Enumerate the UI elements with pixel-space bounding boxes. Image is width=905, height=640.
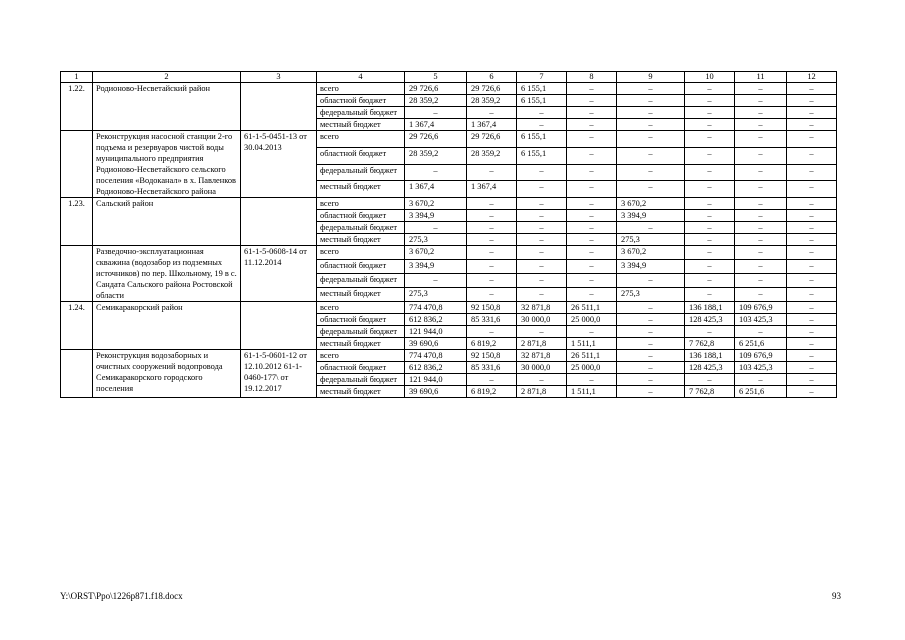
value-cell: 30 000,0 bbox=[517, 362, 567, 374]
value-cell: 1 511,1 bbox=[567, 338, 617, 350]
value-cell: 103 425,3 bbox=[735, 362, 787, 374]
value-cell: – bbox=[787, 131, 837, 148]
value-cell: – bbox=[735, 274, 787, 288]
value-cell: – bbox=[517, 288, 567, 302]
object-name-cell: Разведочно-эксплуатационная скважина (водозабор из подземных источников) по пер. Школьному, 19 в с. Сандата Сальского района Ростовской области bbox=[93, 246, 241, 302]
value-cell: 7 762,8 bbox=[685, 338, 735, 350]
value-cell: 26 511,1 bbox=[567, 350, 617, 362]
value-cell: 3 394,9 bbox=[405, 210, 467, 222]
value-cell: – bbox=[735, 326, 787, 338]
value-cell: – bbox=[735, 222, 787, 234]
document-code-cell bbox=[241, 302, 317, 350]
value-cell: – bbox=[787, 198, 837, 210]
value-cell: – bbox=[735, 119, 787, 131]
value-cell: – bbox=[735, 288, 787, 302]
value-cell: – bbox=[787, 350, 837, 362]
value-cell: – bbox=[735, 374, 787, 386]
value-cell: – bbox=[685, 374, 735, 386]
value-cell: – bbox=[617, 164, 685, 181]
column-number-header: 2 bbox=[93, 72, 241, 83]
value-cell: 109 676,9 bbox=[735, 302, 787, 314]
item-number-cell: 1.24. bbox=[61, 302, 93, 350]
value-cell: 121 944,0 bbox=[405, 374, 467, 386]
funding-source-cell: федеральный бюджет bbox=[317, 222, 405, 234]
funding-source-cell: областной бюджет bbox=[317, 147, 405, 164]
object-name-cell: Реконструкция насосной станции 2-го подъема и резервуаров чистой воды муниципального предприятия Родионово-Несветайского сельского поселения «Водоканал» в х. Павленков Родионово-Несветайского района bbox=[93, 131, 241, 198]
value-cell: – bbox=[685, 246, 735, 260]
value-cell: 3 670,2 bbox=[617, 198, 685, 210]
item-number-cell: 1.23. bbox=[61, 198, 93, 246]
value-cell: – bbox=[787, 95, 837, 107]
funding-source-cell: федеральный бюджет bbox=[317, 374, 405, 386]
value-cell: 275,3 bbox=[405, 234, 467, 246]
value-cell: – bbox=[787, 210, 837, 222]
value-cell: 121 944,0 bbox=[405, 326, 467, 338]
value-cell: – bbox=[617, 362, 685, 374]
value-cell: 103 425,3 bbox=[735, 314, 787, 326]
document-code-cell: 61-1-5-0601-12 от 12.10.2012 61-1-0460-177\ от 19.12.2017 bbox=[241, 350, 317, 398]
value-cell: – bbox=[617, 338, 685, 350]
value-cell: – bbox=[517, 107, 567, 119]
column-number-header: 1 bbox=[61, 72, 93, 83]
value-cell: – bbox=[685, 107, 735, 119]
value-cell: – bbox=[517, 260, 567, 274]
value-cell: 32 871,8 bbox=[517, 302, 567, 314]
value-cell: 612 836,2 bbox=[405, 362, 467, 374]
value-cell: – bbox=[685, 147, 735, 164]
value-cell: – bbox=[567, 374, 617, 386]
value-cell: 612 836,2 bbox=[405, 314, 467, 326]
funding-source-cell: всего bbox=[317, 350, 405, 362]
column-number-header: 7 bbox=[517, 72, 567, 83]
value-cell: – bbox=[567, 107, 617, 119]
funding-source-cell: федеральный бюджет bbox=[317, 164, 405, 181]
value-cell: 1 367,4 bbox=[405, 181, 467, 198]
value-cell: – bbox=[617, 119, 685, 131]
table-row bbox=[61, 198, 837, 210]
table-row bbox=[61, 350, 837, 362]
funding-source-cell: местный бюджет bbox=[317, 119, 405, 131]
value-cell: – bbox=[567, 83, 617, 95]
value-cell: 6 155,1 bbox=[517, 83, 567, 95]
object-name-cell: Реконструкция водозаборных и очистных сооружений водопровода Семикаракорского городского поселения bbox=[93, 350, 241, 398]
funding-source-cell: всего bbox=[317, 302, 405, 314]
value-cell: – bbox=[787, 326, 837, 338]
funding-source-cell: всего bbox=[317, 246, 405, 260]
value-cell: 28 359,2 bbox=[467, 147, 517, 164]
funding-source-cell: областной бюджет bbox=[317, 362, 405, 374]
value-cell: 85 331,6 bbox=[467, 362, 517, 374]
value-cell: – bbox=[617, 131, 685, 148]
value-cell: 6 155,1 bbox=[517, 131, 567, 148]
value-cell: – bbox=[567, 326, 617, 338]
value-cell: – bbox=[567, 210, 617, 222]
column-number-header: 3 bbox=[241, 72, 317, 83]
value-cell: – bbox=[617, 181, 685, 198]
value-cell: 1 367,4 bbox=[467, 119, 517, 131]
value-cell: 29 726,6 bbox=[405, 83, 467, 95]
column-number-header: 12 bbox=[787, 72, 837, 83]
value-cell: 2 871,8 bbox=[517, 386, 567, 398]
value-cell: 25 000,0 bbox=[567, 314, 617, 326]
value-cell: – bbox=[617, 95, 685, 107]
value-cell: 774 470,8 bbox=[405, 350, 467, 362]
value-cell: – bbox=[467, 326, 517, 338]
value-cell: – bbox=[617, 374, 685, 386]
value-cell: 136 188,1 bbox=[685, 302, 735, 314]
value-cell: – bbox=[517, 119, 567, 131]
value-cell: – bbox=[405, 222, 467, 234]
value-cell: – bbox=[685, 274, 735, 288]
value-cell: 26 511,1 bbox=[567, 302, 617, 314]
value-cell: – bbox=[517, 181, 567, 198]
funding-source-cell: федеральный бюджет bbox=[317, 274, 405, 288]
value-cell: – bbox=[787, 181, 837, 198]
document-code-cell bbox=[241, 83, 317, 131]
column-number-header: 11 bbox=[735, 72, 787, 83]
value-cell: 3 394,9 bbox=[617, 210, 685, 222]
value-cell: 92 150,8 bbox=[467, 350, 517, 362]
item-number-cell bbox=[61, 350, 93, 398]
value-cell: – bbox=[617, 326, 685, 338]
table-header-row bbox=[61, 72, 837, 83]
funding-source-cell: всего bbox=[317, 83, 405, 95]
value-cell: 136 188,1 bbox=[685, 350, 735, 362]
value-cell: – bbox=[685, 234, 735, 246]
item-number-cell bbox=[61, 246, 93, 302]
value-cell: – bbox=[685, 164, 735, 181]
document-code-cell bbox=[241, 198, 317, 246]
value-cell: – bbox=[517, 234, 567, 246]
document-code-cell: 61-1-5-0608-14 от 11.12.2014 bbox=[241, 246, 317, 302]
value-cell: 6 251,6 bbox=[735, 338, 787, 350]
value-cell: – bbox=[517, 198, 567, 210]
value-cell: – bbox=[567, 164, 617, 181]
value-cell: 1 367,4 bbox=[405, 119, 467, 131]
value-cell: – bbox=[735, 131, 787, 148]
value-cell: – bbox=[787, 386, 837, 398]
value-cell: 6 819,2 bbox=[467, 386, 517, 398]
value-cell: – bbox=[617, 274, 685, 288]
value-cell: 32 871,8 bbox=[517, 350, 567, 362]
funding-source-cell: местный бюджет bbox=[317, 181, 405, 198]
funding-source-cell: федеральный бюджет bbox=[317, 107, 405, 119]
value-cell: – bbox=[787, 222, 837, 234]
column-number-header: 10 bbox=[685, 72, 735, 83]
value-cell: – bbox=[685, 95, 735, 107]
value-cell: 29 726,6 bbox=[467, 131, 517, 148]
value-cell: – bbox=[617, 314, 685, 326]
value-cell: – bbox=[567, 181, 617, 198]
value-cell: 28 359,2 bbox=[405, 95, 467, 107]
value-cell: – bbox=[735, 164, 787, 181]
funding-source-cell: всего bbox=[317, 131, 405, 148]
value-cell: – bbox=[787, 362, 837, 374]
value-cell: – bbox=[467, 107, 517, 119]
value-cell: 3 394,9 bbox=[617, 260, 685, 274]
value-cell: – bbox=[685, 288, 735, 302]
column-number-header: 4 bbox=[317, 72, 405, 83]
value-cell: 30 000,0 bbox=[517, 314, 567, 326]
value-cell: – bbox=[405, 274, 467, 288]
value-cell: – bbox=[787, 246, 837, 260]
value-cell: – bbox=[685, 131, 735, 148]
value-cell: – bbox=[685, 210, 735, 222]
value-cell: – bbox=[467, 210, 517, 222]
funding-source-cell: областной бюджет bbox=[317, 210, 405, 222]
value-cell: 28 359,2 bbox=[467, 95, 517, 107]
value-cell: – bbox=[467, 288, 517, 302]
value-cell: 92 150,8 bbox=[467, 302, 517, 314]
value-cell: – bbox=[735, 83, 787, 95]
value-cell: – bbox=[735, 198, 787, 210]
value-cell: – bbox=[787, 374, 837, 386]
table-row bbox=[61, 131, 837, 148]
value-cell: – bbox=[735, 107, 787, 119]
value-cell: 39 690,6 bbox=[405, 338, 467, 350]
funding-source-cell: всего bbox=[317, 198, 405, 210]
object-name-cell: Родионово-Несветайский район bbox=[93, 83, 241, 131]
funding-source-cell: областной бюджет bbox=[317, 260, 405, 274]
value-cell: – bbox=[405, 164, 467, 181]
value-cell: – bbox=[735, 147, 787, 164]
value-cell: – bbox=[567, 147, 617, 164]
budget-table bbox=[60, 71, 837, 398]
value-cell: – bbox=[685, 83, 735, 95]
value-cell: 6 155,1 bbox=[517, 147, 567, 164]
footer-file-path: Y:\ORST\Ppo\1226p871.f18.docx bbox=[60, 591, 183, 601]
value-cell: 275,3 bbox=[405, 288, 467, 302]
value-cell: – bbox=[787, 260, 837, 274]
value-cell: 3 670,2 bbox=[405, 246, 467, 260]
funding-source-cell: областной бюджет bbox=[317, 314, 405, 326]
value-cell: 3 670,2 bbox=[617, 246, 685, 260]
column-number-header: 8 bbox=[567, 72, 617, 83]
value-cell: 109 676,9 bbox=[735, 350, 787, 362]
value-cell: – bbox=[787, 302, 837, 314]
funding-source-cell: местный бюджет bbox=[317, 288, 405, 302]
value-cell: – bbox=[617, 222, 685, 234]
value-cell: 3 670,2 bbox=[405, 198, 467, 210]
value-cell: – bbox=[467, 374, 517, 386]
value-cell: – bbox=[567, 274, 617, 288]
value-cell: – bbox=[787, 107, 837, 119]
value-cell: 28 359,2 bbox=[405, 147, 467, 164]
value-cell: 1 367,4 bbox=[467, 181, 517, 198]
value-cell: – bbox=[617, 302, 685, 314]
value-cell: 275,3 bbox=[617, 234, 685, 246]
value-cell: 774 470,8 bbox=[405, 302, 467, 314]
value-cell: – bbox=[567, 119, 617, 131]
value-cell: 2 871,8 bbox=[517, 338, 567, 350]
table-row bbox=[61, 246, 837, 260]
column-number-header: 9 bbox=[617, 72, 685, 83]
value-cell: – bbox=[685, 181, 735, 198]
value-cell: 6 819,2 bbox=[467, 338, 517, 350]
value-cell: – bbox=[787, 83, 837, 95]
value-cell: 128 425,3 bbox=[685, 314, 735, 326]
value-cell: – bbox=[517, 326, 567, 338]
value-cell: 39 690,6 bbox=[405, 386, 467, 398]
value-cell: – bbox=[685, 222, 735, 234]
value-cell: 7 762,8 bbox=[685, 386, 735, 398]
value-cell: 6 155,1 bbox=[517, 95, 567, 107]
item-number-cell bbox=[61, 131, 93, 198]
value-cell: – bbox=[467, 222, 517, 234]
table-row bbox=[61, 302, 837, 314]
value-cell: 85 331,6 bbox=[467, 314, 517, 326]
value-cell: 25 000,0 bbox=[567, 362, 617, 374]
value-cell: – bbox=[567, 288, 617, 302]
value-cell: – bbox=[517, 246, 567, 260]
value-cell: 29 726,6 bbox=[467, 83, 517, 95]
value-cell: – bbox=[517, 164, 567, 181]
value-cell: – bbox=[567, 95, 617, 107]
value-cell: – bbox=[567, 234, 617, 246]
value-cell: – bbox=[517, 374, 567, 386]
funding-source-cell: местный бюджет bbox=[317, 338, 405, 350]
funding-source-cell: местный бюджет bbox=[317, 234, 405, 246]
value-cell: – bbox=[735, 181, 787, 198]
document-code-cell: 61-1-5-0451-13 от 30.04.2013 bbox=[241, 131, 317, 198]
value-cell: – bbox=[787, 314, 837, 326]
value-cell: – bbox=[787, 147, 837, 164]
item-number-cell: 1.22. bbox=[61, 83, 93, 131]
value-cell: – bbox=[787, 119, 837, 131]
value-cell: – bbox=[787, 274, 837, 288]
value-cell: – bbox=[567, 198, 617, 210]
value-cell: – bbox=[467, 164, 517, 181]
value-cell: – bbox=[735, 260, 787, 274]
value-cell: 3 394,9 bbox=[405, 260, 467, 274]
value-cell: – bbox=[405, 107, 467, 119]
value-cell: – bbox=[567, 260, 617, 274]
value-cell: – bbox=[685, 119, 735, 131]
value-cell: – bbox=[467, 234, 517, 246]
value-cell: – bbox=[467, 198, 517, 210]
value-cell: – bbox=[567, 131, 617, 148]
value-cell: – bbox=[467, 246, 517, 260]
value-cell: – bbox=[685, 198, 735, 210]
object-name-cell: Семикаракорский район bbox=[93, 302, 241, 350]
value-cell: 29 726,6 bbox=[405, 131, 467, 148]
value-cell: – bbox=[787, 288, 837, 302]
value-cell: – bbox=[685, 260, 735, 274]
value-cell: – bbox=[517, 274, 567, 288]
value-cell: – bbox=[735, 210, 787, 222]
value-cell: – bbox=[735, 95, 787, 107]
value-cell: – bbox=[617, 147, 685, 164]
funding-source-cell: местный бюджет bbox=[317, 386, 405, 398]
value-cell: – bbox=[467, 260, 517, 274]
value-cell: – bbox=[787, 234, 837, 246]
column-number-header: 6 bbox=[467, 72, 517, 83]
value-cell: – bbox=[567, 222, 617, 234]
funding-source-cell: областной бюджет bbox=[317, 95, 405, 107]
column-number-header: 5 bbox=[405, 72, 467, 83]
value-cell: – bbox=[467, 274, 517, 288]
value-cell: – bbox=[787, 164, 837, 181]
table-row bbox=[61, 83, 837, 95]
object-name-cell: Сальский район bbox=[93, 198, 241, 246]
value-cell: 275,3 bbox=[617, 288, 685, 302]
value-cell: 6 251,6 bbox=[735, 386, 787, 398]
value-cell: – bbox=[617, 350, 685, 362]
value-cell: – bbox=[735, 234, 787, 246]
value-cell: 1 511,1 bbox=[567, 386, 617, 398]
value-cell: – bbox=[617, 107, 685, 119]
value-cell: – bbox=[787, 338, 837, 350]
value-cell: – bbox=[685, 326, 735, 338]
value-cell: – bbox=[517, 222, 567, 234]
value-cell: 128 425,3 bbox=[685, 362, 735, 374]
value-cell: – bbox=[735, 246, 787, 260]
value-cell: – bbox=[567, 246, 617, 260]
value-cell: – bbox=[617, 83, 685, 95]
value-cell: – bbox=[617, 386, 685, 398]
value-cell: – bbox=[517, 210, 567, 222]
page-number: 93 bbox=[832, 591, 841, 601]
funding-source-cell: федеральный бюджет bbox=[317, 326, 405, 338]
